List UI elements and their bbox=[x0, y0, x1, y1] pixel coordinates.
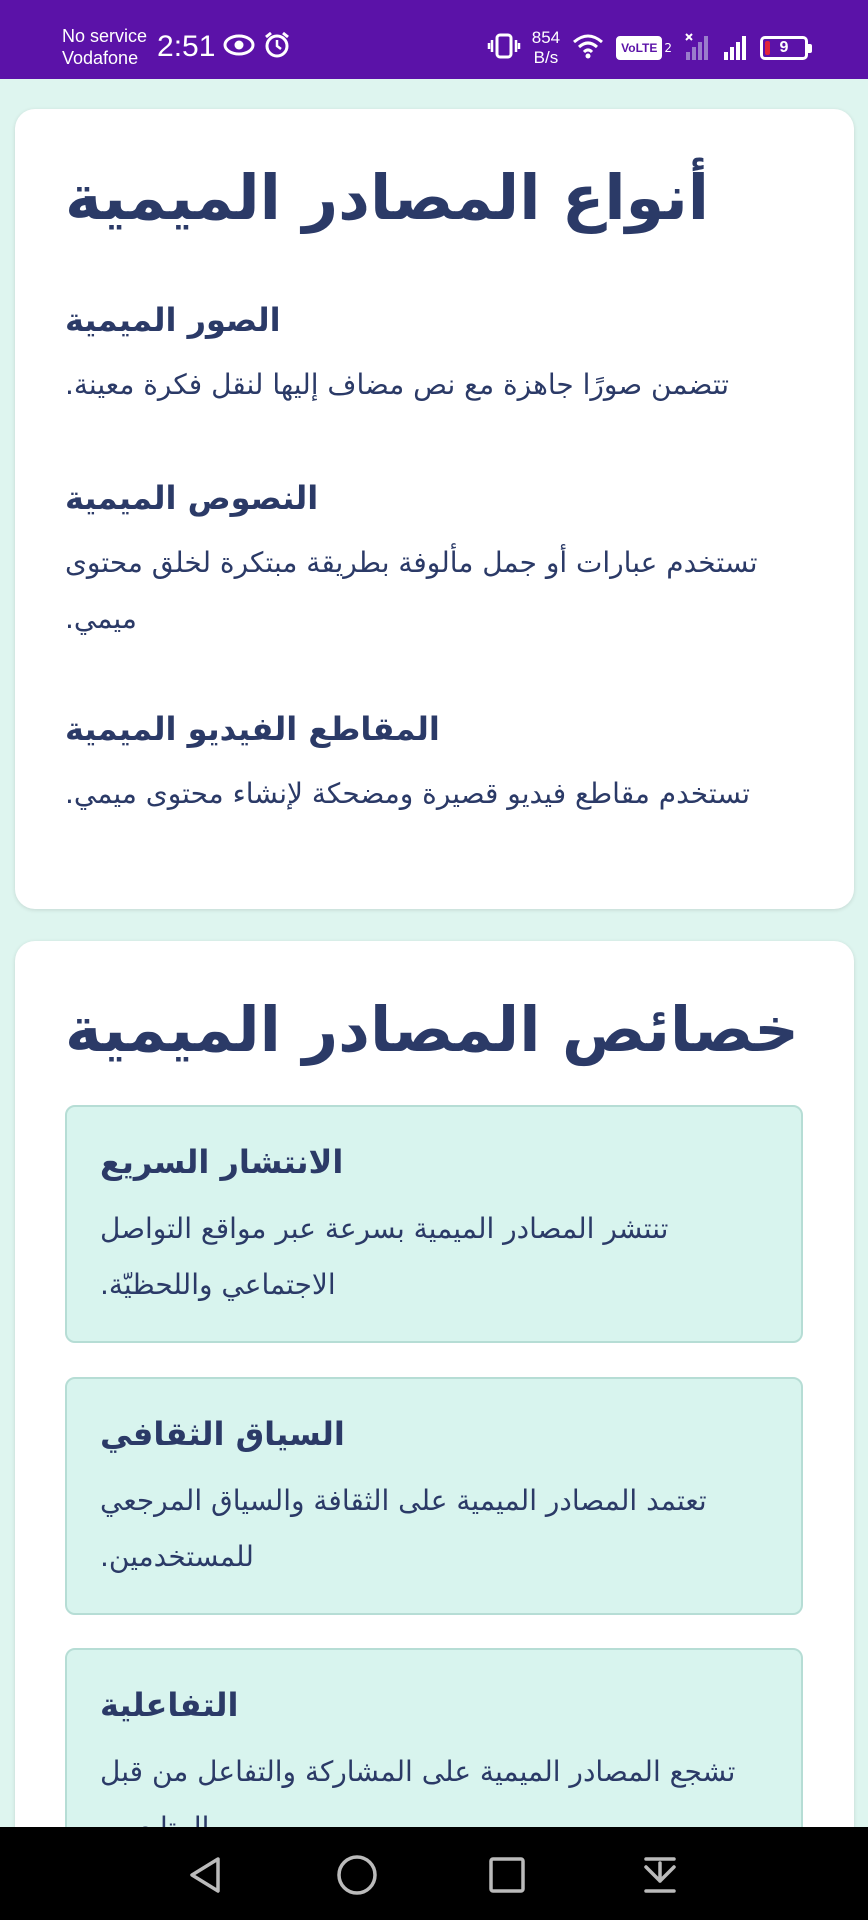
navigation-bar bbox=[0, 1827, 868, 1920]
type-heading-videos: المقاطع الفيديو الميمية bbox=[65, 710, 440, 748]
carrier-info bbox=[62, 25, 147, 69]
battery-level: 9 bbox=[779, 39, 789, 56]
feature-text-spread: تنتشر المصادر الميمية بسرعة عبر مواقع التواصل الاجتماعي واللحظيّة. bbox=[100, 1212, 669, 1301]
feature-heading-culture: السياق الثقافي bbox=[100, 1415, 345, 1453]
signal-no-service-icon bbox=[684, 32, 710, 64]
carrier-name: Vodafone bbox=[62, 48, 139, 68]
network-speed bbox=[532, 28, 560, 68]
status-bar bbox=[0, 0, 868, 79]
eye-icon bbox=[223, 34, 255, 60]
wifi-icon bbox=[572, 33, 604, 63]
types-title: أنواع المصادر الميمية bbox=[65, 161, 710, 234]
feature-heading-interactivity: التفاعلية bbox=[100, 1686, 239, 1724]
type-heading-texts: النصوص الميمية bbox=[65, 479, 319, 517]
alarm-icon bbox=[263, 31, 291, 63]
volte-badge: VoLTE bbox=[616, 36, 662, 60]
back-icon[interactable] bbox=[178, 1847, 234, 1903]
sim-index: 2 bbox=[664, 41, 672, 55]
feature-box-spread bbox=[65, 1105, 803, 1343]
signal-icon bbox=[722, 32, 748, 64]
battery-indicator bbox=[760, 36, 808, 60]
type-text-images: تتضمن صورًا جاهزة مع نص مضاف إليها لنقل فكرة معينة. bbox=[65, 368, 730, 401]
features-title: خصائص المصادر الميمية bbox=[65, 993, 799, 1066]
network-speed-unit: B/s bbox=[533, 48, 559, 67]
type-text-videos: تستخدم مقاطع فيديو قصيرة ومضحكة لإنشاء محتوى ميمي. bbox=[65, 777, 751, 810]
recents-icon[interactable] bbox=[479, 1847, 535, 1903]
feature-text-interactivity: تشجع المصادر الميمية على المشاركة والتفاعل من قبل bbox=[100, 1755, 736, 1788]
feature-text-culture: تعتمد المصادر الميمية على الثقافة والسياق المرجعي للمستخدمين. bbox=[100, 1484, 707, 1573]
features-card bbox=[15, 941, 854, 1881]
feature-heading-spread: الانتشار السريع bbox=[100, 1143, 344, 1181]
feature-box-culture bbox=[65, 1377, 803, 1615]
clock: 2:51 bbox=[157, 30, 216, 63]
home-icon[interactable] bbox=[329, 1847, 385, 1903]
notification-pull-icon[interactable] bbox=[632, 1847, 688, 1903]
battery-fill bbox=[765, 41, 770, 55]
types-card bbox=[15, 109, 854, 909]
type-text-texts: تستخدم عبارات أو جمل مألوفة بطريقة مبتكرة لخلق محتوى ميمي. bbox=[65, 546, 758, 635]
carrier-status: No service bbox=[62, 26, 148, 46]
vibrate-icon bbox=[488, 32, 520, 64]
type-heading-images: الصور الميمية bbox=[65, 301, 281, 339]
content-scroll[interactable] bbox=[0, 79, 868, 1827]
network-speed-value: 854 bbox=[531, 28, 561, 47]
